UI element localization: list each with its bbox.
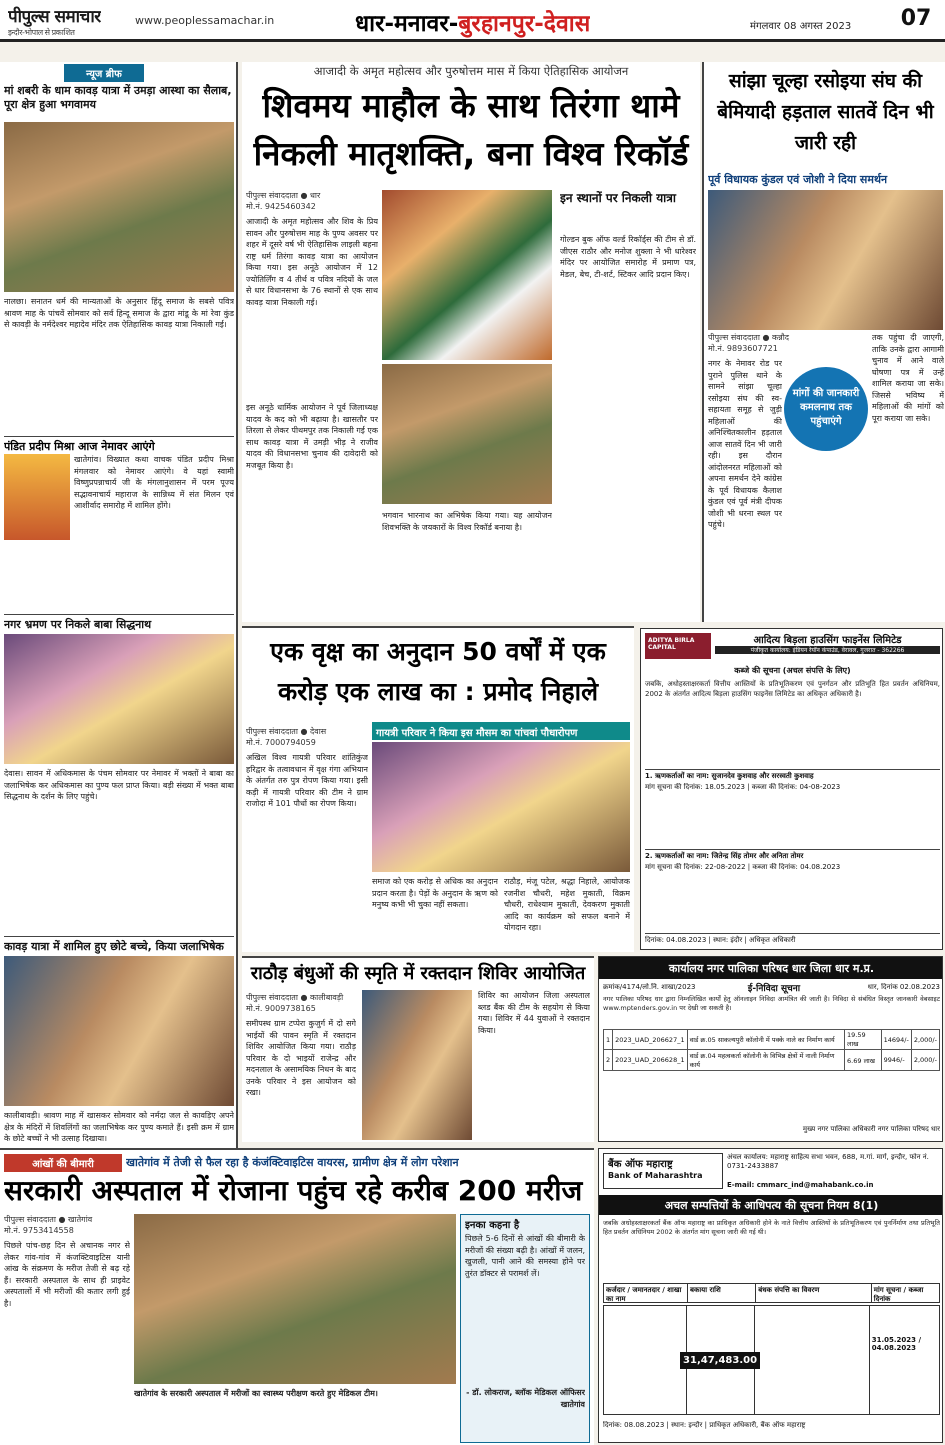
eye-quote-body: पिछले 5-6 दिनों से आंखों की बीमारी के मरीजों की संख्या बढ़ी है। आंखों में जलन, खुजली, पानी आने की समस्या होने पर तुरंत डॉक्टर से परामर्श लें। — [465, 1234, 585, 1278]
tree-body-3: राठौड़, मंजू पटेल, श्रद्धा निहाले, आयोजक रजनीश चौधरी, महेश मुकाती, विक्रम चौधरी, राधेश्याम मुकाती, देवकरण मुकाती आदि का कार्यक्रम को सफल बनाने में योगदान रहा। — [504, 877, 630, 932]
tender-heading: ई-निविदा सूचना — [747, 984, 801, 994]
tree-banner: गायत्री परिवार ने किया इस मौसम का पांचवां पौधारोपण — [372, 722, 630, 740]
bank-dates: 31.05.2023 / 04.08.2023 — [871, 1336, 922, 1352]
aditya-footer: दिनांक: 04.08.2023 | स्थान: इंदौर | अधिकृत अधिकारी — [645, 933, 940, 945]
tender-row — [604, 1030, 940, 1050]
blood-body-2: शिविर का आयोजन जिला अस्पताल ब्लड बैंक की टीम के सहयोग से किया गया। शिविर में 44 युवाओं ने रक्तदान किया। — [478, 991, 590, 1035]
eye-headline: सरकारी अस्पताल में रोजाना पहुंच रहे करीब 200 मरीज — [4, 1174, 583, 1207]
sanjha-mobile: मो.नं. 9893607721 — [708, 344, 778, 353]
aditya-row-1: 1. ऋणकर्ताओं का नाम: सुजानदेव कुशवाह और सरस्वती कुशवाह — [645, 769, 940, 781]
children-kawad-photo — [4, 956, 234, 1106]
brief-headline-4: कावड़ यात्रा में शामिल हुए छोटे बच्चे, किया जलाभिषेक — [4, 936, 234, 955]
certificate-photo — [382, 364, 552, 504]
eye-tag: आंखों की बीमारी — [4, 1154, 122, 1172]
brief-body-4: कालीबावड़ी। श्रावण माह में खासकर सोमवार को नर्मदा जल से कावड़िए अपने क्षेत्र के मंदिरों में शिवलिंगों का जलाभिषेक कर पुण्य कमाते हैं। इसी क्रम में ग्राम के छोटे बच्चों ने भी उत्साह दिखाया। — [4, 1111, 234, 1143]
eye-body: पिछले पांच-छह दिन से अचानक नगर से लेकर गांव-गांव में कंजक्टिवाइटिस यानी आंख के संक्रमण के मरीज तेजी से बढ़ रहे हैं। सरकारी अस्पताल के साथ ही प्राइवेट अस्पतालों में भी मरीजों की कतार लगी हुई है। — [4, 1241, 130, 1308]
lead-body-col2: इस अनूठे धार्मिक आयोजन ने पूर्व जिलाध्यक्ष यादव के कद को भी बढ़ाया है। खासतौर पर तिरला से लेकर पीथमपुर तक निकाली गई एक साथ कावड़ यात्रा में उमड़ी भीड़ ने राजीव यादव की विधानसभा चुनाव की दावेदारी को मजबूत किया है। — [246, 403, 378, 470]
blood-body-1: समीपस्थ ग्राम टप्पेरा कुजुर्ग में दो सगे भाईयों की पावन स्मृति में रक्तदान शिविर आयोजित किया गया। राठौड़ परिवार के दो भाइयों राजेन्द्र और मदनलाल के असामयिक निधन के बाद उनके परिवार ने इस आयोजन को रखा। — [246, 1019, 356, 1097]
lead-body-col1: आजादी के अमृत महोत्सव और शिव के प्रिय सावन और पुरुषोत्तम माह के पुण्य अवसर पर शहर में दूसरे वर्ष भी ऐतिहासिक लाइली बहना राष्ट्र धर्म तिरंगा कावड़ यात्रा का आयोजन किया गया। इस अनूठे आयोजन में 12 ज्योतिर्लिंग व 4 तीर्थ व पवित्र नदियों के जल से धार विधानसभा के 76 स्थानों से एक साथ कावड़ यात्रा निकाली गई। — [246, 217, 378, 307]
eye-kicker: खातेगांव में तेजी से फैल रहा है कंजंक्टिवाइटिस वायरस, ग्रामीण क्षेत्र में लोग परेशान — [126, 1156, 459, 1169]
lead-story — [242, 62, 700, 622]
tender-cell: 2,000/- — [911, 1030, 939, 1050]
website-url[interactable]: www.peoplessamachar.in — [135, 14, 275, 27]
lead-byline: पीपुल्स संवाददाता ● धार — [246, 191, 321, 200]
brief-headline-1: मां शबरी के धाम कावड़ यात्रा में उमड़ा आस्था का सैलाब, पूरा क्षेत्र हुआ भगवामय — [4, 84, 232, 111]
aditya-birla-notice — [640, 628, 943, 950]
brief-body-3: देवास। सावन में अधिकमास के पंचम सोमवार पर नेमावर में भक्तों ने बाबा का जलाभिषेक कर अधिकमास का पुण्य फल प्राप्त किया। बड़ी संख्या में भक्त बाबा सिद्धनाथ के दर्शन के लिए पहुंचे। — [4, 769, 234, 801]
sanjha-subheadline: पूर्व विधायक कुंडल एवं जोशी ने दिया समर्थन — [708, 173, 888, 186]
news-brief-column — [0, 62, 238, 1237]
aditya-subtitle: कब्जे की सूचना (अचल संपत्ति के लिए) — [734, 666, 851, 675]
lead-headline: शिवमय माहौल के साथ तिरंगा थामे निकली मातृशक्ति, बना विश्व रिकॉर्ड — [253, 86, 689, 173]
tender-cell: 14694/- — [881, 1030, 911, 1050]
issue-date: मंगलवार 08 अगस्त 2023 — [750, 21, 852, 32]
tender-row — [604, 1050, 940, 1071]
bank-amount: 31,47,483.00 — [680, 1352, 760, 1369]
tender-cell: वार्ड क्र.05 साकल्यपुरी कॉलोनी में पक्के नाले का निर्माण कार्य — [687, 1030, 844, 1050]
tree-mobile: मो.नं. 7000794059 — [246, 738, 316, 747]
brief-headline-3: नगर भ्रमण पर निकले बाबा सिद्धनाथ — [4, 614, 234, 633]
lead-photo-caption: भगवान भारनाथ का अभिषेक किया गया। यह आयोजन शिवभक्ति के जयकारों के विश्व रिकॉर्ड बनाया है। — [382, 511, 552, 532]
page-number: 07 — [900, 6, 932, 31]
sanjha-byline: पीपुल्स संवाददाता ● कन्नौद — [708, 333, 790, 342]
blood-headline: राठौड़ बंधुओं की स्मृति में रक्तदान शिविर आयोजित — [250, 963, 586, 984]
tender-cell: वार्ड क्र.04 महत्वकर्ता कॉलोनी के विभिन्न क्षेत्रों में नाली निर्माण कार्य — [687, 1050, 844, 1071]
tree-story — [242, 626, 634, 952]
tender-cell: 2023_UAD_206627_1 — [613, 1030, 687, 1050]
newspaper-logo: पीपुल्स समाचार इन्दौर-भोपाल से प्रकाशित — [8, 7, 101, 37]
aditya-row-1-dates: मांग सूचना की दिनांक: 18.05.2023 | कब्जा की दिनांक: 04-08-2023 — [645, 783, 841, 791]
lead-mobile: मो.नं. 9425460342 — [246, 202, 316, 211]
aditya-body: जबकि, अधोहस्ताक्षरकर्ता वित्तीय आस्तियों के प्रतिभूतिकरण एवं पुनर्गठन और प्रतिभूति हित प्रवर्तन अधिनियम, 2002 के अंतर्गत आदित्य बिड़ला हाउसिंग फाइनेंस लिमिटेड का अधिकृत अधिकारी है। — [645, 680, 940, 698]
sanjha-headline: सांझा चूल्हा रसोइया संघ की बेमियादी हड़ताल सातवें दिन भी जारी रही — [717, 70, 934, 154]
tender-cell: 2,000/- — [911, 1050, 939, 1071]
sanjha-body-1: नगर के नेमावर रोड पर पुराने पुलिस थाने के सामने सांझा चूल्हा रसोइया संघ की स्व-सहायता समूह से जुड़ी महिलाओं की अनिश्चितकालीन हड़ताल आज सातवें दिन भी जारी रही। इस दौरान आंदोलनरत महिलाओं को अपना समर्थन देने कांग्रेस के पूर्व विधायक कैलाश कुंडल एवं पूर्व मंत्री दीपक जोशी भी धरना स्थल पर पहुंचे। — [708, 359, 782, 529]
bank-logo: बैंक ऑफ महाराष्ट्र Bank of Maharashtra — [603, 1153, 723, 1189]
brief-headline-2: पंडित प्रदीप मिश्रा आज नेमावर आएंगे — [4, 436, 234, 455]
bank-col-property: बंधक संपत्ति का विवरण — [756, 1284, 872, 1302]
tender-body: नगर पालिका परिषद धार द्वारा निम्नलिखित कार्यों हेतु ऑनलाइन निविदा आमंत्रित की जाती है। निविदा से संबंधित विस्तृत जानकारी वेबसाइट www.mptenders.gov.in पर देखी जा सकती है। — [603, 995, 940, 1012]
tender-footer: मुख्य नगर पालिका अधिकारी नगर पालिका परिषद धार — [802, 1125, 940, 1133]
aditya-address: पंजीकृत कार्यालय: इंडियन रेयॉन कंपाउंड, वेरावल, गुजरात - 362266 — [715, 646, 940, 654]
tender-title: कार्यालय नगर पालिका परिषद धार जिला धार म.प्र. — [599, 957, 943, 979]
eye-quote-heading: इनका कहना है — [465, 1220, 520, 1231]
tree-byline: पीपुल्स संवाददाता ● देवास — [246, 727, 327, 736]
sanjha-chulha-story — [702, 62, 945, 622]
blood-mobile: मो.नं. 9009738165 — [246, 1004, 316, 1013]
bank-body: जबकि अधोहस्ताक्षरकर्ता बैंक ऑफ महाराष्ट्र का प्राधिकृत अधिकारी होने के नाते वित्तीय आस्तियों के प्रतिभूतिकरण एवं पुनर्निर्माण तथा प्रतिभूति हित प्रवर्तन अधिनियम 2002 के अंतर्गत मांग सूचना जारी की गई थी। — [603, 1219, 940, 1236]
page-header — [0, 0, 945, 42]
brief-body-1: नालछा। सनातन धर्म की मान्यताओं के अनुसार हिंदू समाज के सबसे पवित्र श्रावण माह के पांचवें सोमवार को सर्व हिन्दू समाज के द्वारा मांडू के मां रेवा कुंड से कावड़ी के नर्मदेश्वर महादेव मंदिर तक ऐतिहासिक कावड़ यात्रा निकाली गई। — [4, 297, 234, 329]
tender-ref: क्रमांक/4174/लो.नि. शाखा/2023 — [603, 983, 696, 991]
blood-camp-photo — [362, 990, 472, 1140]
tender-cell: 1 — [604, 1030, 613, 1050]
tender-cell: 2 — [604, 1050, 613, 1071]
tender-cell: 9946/- — [881, 1050, 911, 1071]
eye-byline: पीपुल्स संवाददाता ● खातेगांव — [4, 1215, 93, 1224]
brief-body-2: खातेगांव। विख्यात कथा वाचक पंडित प्रदीप मिश्रा मंगलवार को नेमावर आएंगे। वे यहां स्वामी विष्णुप्रपन्नाचार्य जी के मंगलानुशासन में परम पूज्य सद्भावनाचार्य महाराज के सान्निध्य में संत मिलन एवं आशीर्वाद समारोह में शामिल होंगे। — [74, 455, 234, 510]
eye-mobile: मो.नं. 9753414558 — [4, 1226, 74, 1235]
tree-body-2: समाज को एक करोड़ से अधिक का अनुदान प्रदान करता है। पेड़ों के अनुदान के ऋण को मनुष्य कभी भी चुका नहीं सकता। — [372, 877, 498, 909]
blood-byline: पीपुल्स संवाददाता ● कालीबावड़ी — [246, 993, 344, 1002]
tree-body-1: अखिल विश्व गायत्री परिवार शांतिकुंज हरिद्वार के तत्वावधान में वृक्ष गंगा अभियान के अंतर्गत तरु पुत्र रोपण किया गया। इसी कड़ी में गायत्री परिवार की टीम ने ग्राम राजोदा में 101 पौधों का रोपण किया। — [246, 753, 368, 808]
tender-table — [603, 1029, 940, 1109]
eye-photo-caption: खातेगांव के सरकारी अस्पताल में मरीजों का स्वास्थ्य परीक्षण करते हुए मेडिकल टीम। — [134, 1389, 378, 1398]
bank-table-row — [603, 1305, 940, 1415]
aditya-row-2: 2. ऋणकर्ताओं का नाम: जितेन्द्र सिंह तोमर और अनिता तोमर — [645, 849, 940, 861]
bank-col-borrower: कर्जदार / जमानतदार / शाखा का नाम — [604, 1284, 688, 1302]
blood-donation-story — [242, 956, 594, 1142]
edition-title: धार-मनावर-बुरहानपुर-देवास — [355, 11, 591, 37]
sanjha-callout: मांगों की जानकारी कमलनाथ तक पहुंचाएंगे — [784, 367, 868, 451]
tender-cell: 6.69 लाख — [845, 1050, 882, 1071]
tender-date: धार, दिनांक 02.08.2023 — [867, 983, 940, 991]
sanjha-photo — [708, 190, 943, 330]
kawad-yatra-photo — [4, 122, 234, 292]
lead-side-headline: इन स्थानों पर निकली यात्रा — [560, 191, 676, 205]
bank-col-dates: मांग सूचना / कब्जा दिनांक — [873, 1286, 924, 1303]
bank-footer: दिनांक: 08.08.2023 | स्थान: इन्दौर | प्राधिकृत अधिकारी, बैंक ऑफ महाराष्ट्र — [603, 1421, 806, 1429]
lead-kicker: आजादी के अमृत महोत्सव और पुरुषोत्तम मास में किया ऐतिहासिक आयोजन — [313, 64, 629, 78]
bank-email[interactable]: E-mail: cmmarc_ind@mahabank.co.in — [727, 1181, 874, 1189]
aditya-title: आदित्य बिड़ला हाउसिंग फाइनेंस लिमिटेड — [753, 635, 902, 646]
brief-tag: न्यूज ब्रीफ — [64, 64, 144, 82]
eye-quote-box — [460, 1214, 590, 1443]
tender-notice — [598, 956, 943, 1142]
bank-title: अचल सम्पत्तियों के आधिपत्य की सूचना नियम 8(1) — [599, 1195, 943, 1215]
tiranga-yatra-photo — [382, 190, 552, 360]
sanjha-body-2: तक पहुंचा दी जाएगी, ताकि उनके द्वारा आगामी चुनाव में आने वाले घोषणा पत्र में उन्हें शामिल कराया जा सके। जिससे भविष्य में महिलाओं की मांगों को पूरा कराया जा सके। — [872, 333, 944, 423]
eye-quote-author: - डॉ. लोकराज, ब्लॉक मेडिकल ऑफिसर खातेगांव — [466, 1388, 585, 1409]
eye-disease-story — [0, 1148, 594, 1445]
bank-notice — [598, 1148, 943, 1443]
hospital-photo — [134, 1214, 456, 1384]
tree-headline: एक वृक्ष का अनुदान 50 वर्षों में एक करोड़ एक लाख का : प्रमोद निहाले — [270, 637, 606, 706]
pandit-photo — [4, 454, 70, 540]
aditya-row-2-dates: मांग सूचना की दिनांक: 22-08-2022 | कब्जा की दिनांक: 04.08.2023 — [645, 863, 841, 871]
tender-cell: 2023_UAD_206628_1 — [613, 1050, 687, 1071]
tender-cell: 19.59 लाख — [845, 1030, 882, 1050]
lead-side-body: गोल्डन बुक ऑफ वर्ल्ड रिकॉर्ड्स की टीम से डॉ. जीएस राठौर और मनोज शुक्ला ने भी धारेश्वर मंदिर पर आयोजित समारोह में प्रमाण पत्र, मेडल, बेच, टी-शर्ट, स्टिकर आदि प्रदान किए। — [560, 235, 696, 279]
aditya-logo: ADITYA BIRLA CAPITAL — [645, 633, 711, 659]
baba-siddhanath-photo — [4, 634, 234, 764]
bank-address: अंचल कार्यालय: महाराष्ट्र साहित्य सभा भवन, 688, म.गां. मार्ग, इन्दौर, फोन नं. 0731-2433887 — [727, 1153, 929, 1170]
bank-table-header — [603, 1283, 940, 1303]
plantation-photo — [372, 742, 630, 872]
bank-col-amount: बकाया राशि — [688, 1284, 756, 1302]
